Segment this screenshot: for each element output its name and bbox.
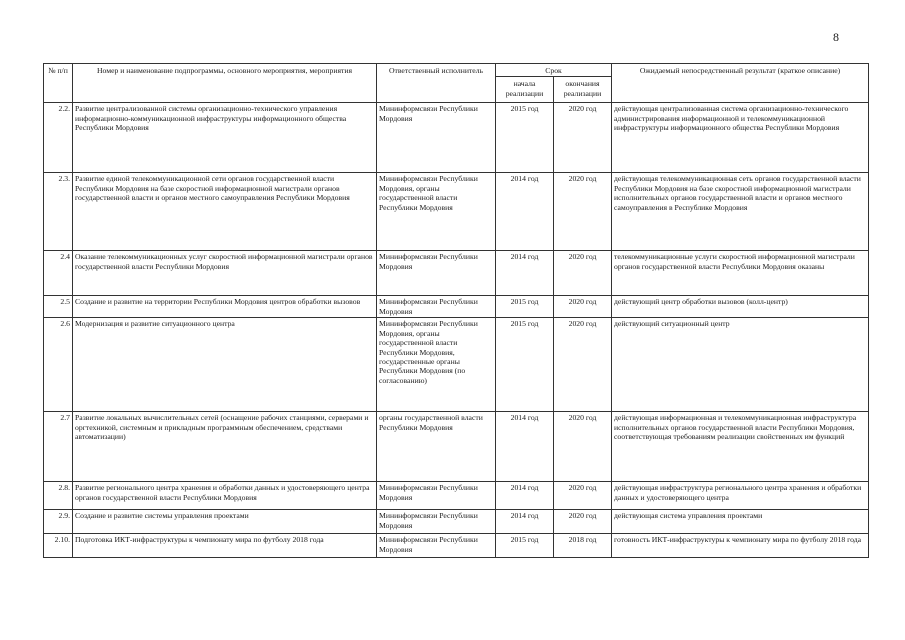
row-number: 2.5 bbox=[44, 296, 73, 318]
row-number: 2.8. bbox=[44, 482, 73, 510]
row-end-year: 2020 год bbox=[554, 103, 612, 173]
row-name: Модернизация и развитие ситуационного центра bbox=[73, 318, 377, 412]
row-end-year: 2018 год bbox=[554, 534, 612, 558]
row-number: 2.6 bbox=[44, 318, 73, 412]
header-responsible: Ответственный исполнитель bbox=[377, 64, 496, 103]
row-result: готовность ИКТ-инфраструктуры к чемпионату мира по футболу 2018 года bbox=[612, 534, 869, 558]
row-name: Развитие регионального центра хранения и обработки данных и удостоверяющего центра органов государственной власти Республики Мордовия bbox=[73, 482, 377, 510]
row-result: действующая инфраструктура регионального центра хранения и обработки данных и удостоверяющего центра bbox=[612, 482, 869, 510]
row-start-year: 2015 год bbox=[496, 534, 554, 558]
row-start-year: 2014 год bbox=[496, 251, 554, 296]
row-number: 2.9. bbox=[44, 510, 73, 534]
row-number: 2.4 bbox=[44, 251, 73, 296]
table-row bbox=[44, 510, 869, 534]
row-start-year: 2015 год bbox=[496, 103, 554, 173]
row-name: Создание и развитие на территории Республики Мордовия центров обработки вызовов bbox=[73, 296, 377, 318]
row-end-year: 2020 год bbox=[554, 510, 612, 534]
table-row bbox=[44, 251, 869, 296]
program-table bbox=[43, 63, 869, 558]
header-name: Номер и наименование подпрограммы, основного мероприятия, мероприятия bbox=[73, 64, 377, 103]
header-result: Ожидаемый непосредственный результат (краткое описание) bbox=[612, 64, 869, 103]
row-responsible: Мининформсвязи Республики Мордовия bbox=[377, 251, 496, 296]
row-start-year: 2014 год bbox=[496, 482, 554, 510]
page-number: 8 bbox=[833, 30, 839, 44]
row-responsible: органы государственной власти Республики Мордовия bbox=[377, 412, 496, 482]
table-row bbox=[44, 482, 869, 510]
row-result: действующая централизованная система организационно-технического администрирования информационной и телекоммуникационной инфраструктуры информационного общества Республики Мордовия bbox=[612, 103, 869, 173]
row-name: Создание и развитие системы управления проектами bbox=[73, 510, 377, 534]
header-num: № п/п bbox=[44, 64, 73, 103]
row-result: действующая система управления проектами bbox=[612, 510, 869, 534]
row-number: 2.2. bbox=[44, 103, 73, 173]
row-result: действующий центр обработки вызовов (колл-центр) bbox=[612, 296, 869, 318]
table-row bbox=[44, 173, 869, 251]
header-term: Срок bbox=[496, 64, 612, 77]
row-result: действующая информационная и телекоммуникационная инфраструктура исполнительных органов государственной власти Республики Мордовия, соответствующая требованиям реализации свойственных им функций bbox=[612, 412, 869, 482]
row-start-year: 2015 год bbox=[496, 296, 554, 318]
row-responsible: Мининформсвязи Республики Мордовия, органы государственной власти Республики Мордовия bbox=[377, 173, 496, 251]
header-term-end: окончания реализации bbox=[554, 77, 612, 103]
row-responsible: Мининформсвязи Республики Мордовия, органы государственной власти Республики Мордовия, государственные органы Республики Мордовия (по согласованию) bbox=[377, 318, 496, 412]
row-end-year: 2020 год bbox=[554, 318, 612, 412]
row-end-year: 2020 год bbox=[554, 173, 612, 251]
header-term-start: начала реализации bbox=[496, 77, 554, 103]
row-result: действующий ситуационный центр bbox=[612, 318, 869, 412]
row-name: Оказание телекоммуникационных услуг скоростной информационной магистрали органов государственной власти Республики Мордовия bbox=[73, 251, 377, 296]
row-name: Развитие единой телекоммуникационной сети органов государственной власти Республики Мордовия на базе скоростной информационной магистрали органов государственной власти и органов местного самоуправления Республики Мордовия bbox=[73, 173, 377, 251]
row-name: Подготовка ИКТ-инфраструктуры к чемпионату мира по футболу 2018 года bbox=[73, 534, 377, 558]
row-number: 2.3. bbox=[44, 173, 73, 251]
row-end-year: 2020 год bbox=[554, 296, 612, 318]
row-number: 2.10. bbox=[44, 534, 73, 558]
table-row bbox=[44, 296, 869, 318]
row-responsible: Мининформсвязи Республики Мордовия bbox=[377, 296, 496, 318]
row-name: Развитие централизованной системы организационно-технического управления информационно-коммуникационной инфраструктуры информационного общества Республики Мордовия bbox=[73, 103, 377, 173]
row-responsible: Мининформсвязи Республики Мордовия bbox=[377, 482, 496, 510]
row-end-year: 2020 год bbox=[554, 482, 612, 510]
table-row bbox=[44, 103, 869, 173]
row-start-year: 2014 год bbox=[496, 173, 554, 251]
row-end-year: 2020 год bbox=[554, 251, 612, 296]
row-name: Развитие локальных вычислительных сетей (оснащение рабочих станциями, серверами и оргтехникой, системным и прикладным программным обеспечением, средствами автоматизации) bbox=[73, 412, 377, 482]
row-end-year: 2020 год bbox=[554, 412, 612, 482]
row-responsible: Мининформсвязи Республики Мордовия bbox=[377, 534, 496, 558]
table-row bbox=[44, 534, 869, 558]
row-start-year: 2015 год bbox=[496, 318, 554, 412]
table-row bbox=[44, 412, 869, 482]
table-row bbox=[44, 318, 869, 412]
row-result: действующая телекоммуникационная сеть органов государственной власти Республики Мордовия на базе скоростной информационной магистрали исполнительных органов государственной власти и органов местного самоуправления в Республике Мордовия bbox=[612, 173, 869, 251]
row-responsible: Мининформсвязи Республики Мордовия bbox=[377, 103, 496, 173]
row-start-year: 2014 год bbox=[496, 510, 554, 534]
row-start-year: 2014 год bbox=[496, 412, 554, 482]
row-responsible: Мининформсвязи Республики Мордовия bbox=[377, 510, 496, 534]
row-number: 2.7 bbox=[44, 412, 73, 482]
row-result: телекоммуникационные услуги скоростной информационной магистрали органов государственной власти Республики Мордовия оказаны bbox=[612, 251, 869, 296]
